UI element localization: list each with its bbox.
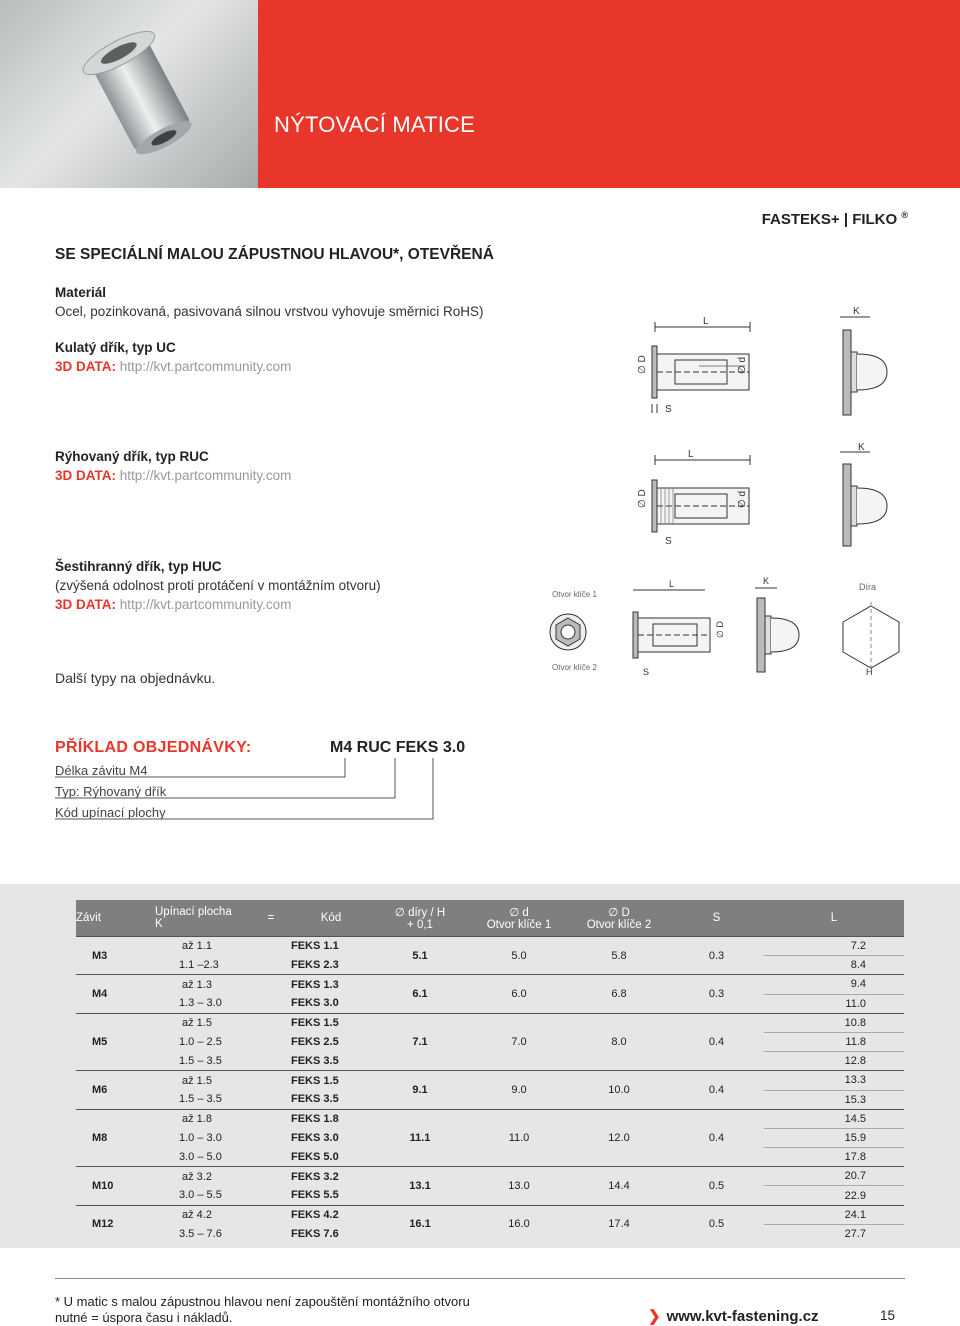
diagram-uc bbox=[615, 300, 915, 418]
cell-S: 0.4 bbox=[669, 1071, 764, 1109]
cell-S: 0.3 bbox=[669, 937, 764, 975]
material-label: Materiál bbox=[55, 285, 107, 300]
cell-D: 17.4 bbox=[569, 1205, 669, 1243]
cell-D: 8.0 bbox=[569, 1013, 669, 1071]
website-link[interactable] bbox=[648, 1307, 819, 1325]
table-header-cell bbox=[155, 900, 251, 937]
cell-code: FEKS 1.3 bbox=[291, 975, 371, 994]
3d-data-link[interactable]: http://kvt.partcommunity.com bbox=[119, 359, 292, 374]
dim-S: S bbox=[665, 404, 672, 415]
cell-d: 6.0 bbox=[469, 975, 569, 1013]
cell-S: 0.5 bbox=[669, 1205, 764, 1243]
cell-grip: 1.0 – 2.5 bbox=[179, 1036, 222, 1049]
3d-data-label: 3D DATA: bbox=[55, 359, 116, 374]
cell-thread: M6 bbox=[76, 1071, 155, 1109]
footnote-line-1: * U matic s malou zápustnou hlavou není zapouštění montážního otvoru bbox=[55, 1294, 470, 1309]
cell-spacer bbox=[251, 1128, 291, 1147]
cell-grip: 1.0 – 3.0 bbox=[179, 1131, 222, 1144]
cell-thread: M3 bbox=[76, 937, 155, 975]
table-header-cell bbox=[669, 900, 764, 937]
header-sublabel: K bbox=[155, 918, 163, 930]
cell-hole: 7.1 bbox=[371, 1013, 469, 1071]
table-row bbox=[76, 937, 904, 956]
cell-hole: 9.1 bbox=[371, 1071, 469, 1109]
order-line-thread: Délka závitu M4 bbox=[55, 763, 148, 778]
cell-thread: M10 bbox=[76, 1167, 155, 1205]
type-ruc-name: Rýhovaný dřík, typ RUC bbox=[55, 449, 209, 464]
website-text: www.kvt-fastening.cz bbox=[666, 1308, 819, 1325]
rivet-nut-photo bbox=[0, 0, 258, 188]
cell-d: 16.0 bbox=[469, 1205, 569, 1243]
table-row bbox=[76, 1167, 904, 1186]
header-sublabel: Otvor klíče 1 bbox=[486, 919, 552, 931]
cell-code: FEKS 3.2 bbox=[291, 1167, 371, 1186]
cell-code: FEKS 3.5 bbox=[291, 1054, 339, 1067]
diagram-huc bbox=[545, 572, 910, 682]
cell-hole: 13.1 bbox=[371, 1167, 469, 1205]
footnote bbox=[55, 1294, 655, 1326]
order-connector-lines bbox=[55, 758, 455, 822]
cell-grip: až 1.5 bbox=[155, 1071, 251, 1090]
header-label: Závit bbox=[76, 912, 101, 924]
cell-spacer bbox=[251, 1224, 291, 1243]
dim-d: ∅ d bbox=[737, 356, 748, 374]
cell-D: 14.4 bbox=[569, 1167, 669, 1205]
cell-code: FEKS 1.8 bbox=[291, 1109, 371, 1128]
cell-L: 12.8 bbox=[844, 1055, 866, 1068]
dim-D: ∅ D bbox=[715, 621, 725, 638]
cell-code: FEKS 5.5 bbox=[291, 1189, 339, 1202]
label-key2: Otvor klíče 2 bbox=[552, 663, 597, 672]
cell-spacer bbox=[251, 1167, 291, 1186]
chevron-right-icon: ❯ bbox=[648, 1308, 661, 1325]
table-header-cell bbox=[371, 900, 469, 937]
cell-grip: 3.0 – 5.5 bbox=[179, 1189, 222, 1202]
cell-D: 10.0 bbox=[569, 1071, 669, 1109]
cell-code: FEKS 5.0 bbox=[291, 1150, 339, 1163]
table-header-cell bbox=[569, 900, 669, 937]
type-uc-3d-data bbox=[55, 359, 291, 374]
cell-L: 8.4 bbox=[850, 959, 866, 972]
header-label: ∅ D bbox=[608, 907, 630, 919]
cell-code: FEKS 3.5 bbox=[291, 1093, 339, 1106]
cell-L: 27.7 bbox=[844, 1227, 866, 1240]
cell-grip: až 1.3 bbox=[155, 975, 251, 994]
header-sublabel: Otvor klíče 2 bbox=[586, 919, 652, 931]
cell-D: 12.0 bbox=[569, 1109, 669, 1167]
dim-H: H bbox=[866, 667, 873, 677]
dim-D: ∅ D bbox=[637, 355, 648, 374]
page-number: 15 bbox=[880, 1308, 896, 1323]
type-huc-name: Šestihranný dřík, typ HUC bbox=[55, 559, 222, 574]
header-label: S bbox=[712, 912, 721, 924]
cell-spacer bbox=[251, 1090, 291, 1109]
cell-spacer bbox=[251, 956, 291, 975]
table-row bbox=[76, 1205, 904, 1224]
spec-table bbox=[76, 900, 904, 1243]
cell-hole: 11.1 bbox=[371, 1109, 469, 1167]
cell-S: 0.4 bbox=[669, 1013, 764, 1071]
cell-spacer bbox=[251, 1032, 291, 1051]
cell-thread: M12 bbox=[76, 1205, 155, 1243]
cell-L: 15.9 bbox=[764, 1128, 904, 1147]
type-uc-name: Kulatý dřík, typ UC bbox=[55, 340, 176, 355]
cell-D: 6.8 bbox=[569, 975, 669, 1013]
brand-line bbox=[762, 210, 908, 228]
cell-L: 24.1 bbox=[764, 1205, 904, 1224]
cell-thread: M8 bbox=[76, 1109, 155, 1167]
table-header-cell bbox=[764, 900, 904, 937]
table-header-row bbox=[76, 900, 904, 937]
dim-D: ∅ D bbox=[637, 489, 648, 508]
table-row bbox=[76, 1071, 904, 1090]
3d-data-label: 3D DATA: bbox=[55, 468, 116, 483]
cell-d: 13.0 bbox=[469, 1167, 569, 1205]
cell-L: 15.3 bbox=[844, 1093, 866, 1106]
cell-spacer bbox=[251, 937, 291, 956]
cell-code: FEKS 3.0 bbox=[291, 1131, 339, 1144]
cell-grip: 1.3 – 3.0 bbox=[179, 997, 222, 1010]
cell-grip: až 1.5 bbox=[155, 1013, 251, 1032]
cell-thread: M5 bbox=[76, 1013, 155, 1071]
diagram-ruc bbox=[615, 440, 915, 550]
cell-L: 7.2 bbox=[764, 937, 904, 956]
table-header bbox=[76, 900, 904, 937]
cell-d: 9.0 bbox=[469, 1071, 569, 1109]
cell-L: 14.5 bbox=[764, 1109, 904, 1128]
cell-d: 5.0 bbox=[469, 937, 569, 975]
cell-spacer bbox=[251, 1205, 291, 1224]
cell-grip: 1.5 – 3.5 bbox=[179, 1093, 222, 1106]
cell-spacer bbox=[251, 975, 291, 994]
cell-code: FEKS 1.5 bbox=[291, 1013, 371, 1032]
type-huc-note: (zvýšená odolnost proti protáčení v montážním otvoru) bbox=[55, 578, 381, 593]
cell-grip: až 1.8 bbox=[155, 1109, 251, 1128]
cell-spacer bbox=[251, 994, 291, 1013]
dim-L: L bbox=[669, 579, 675, 589]
dim-K: K bbox=[858, 442, 865, 453]
order-line-type: Typ: Rýhovaný dřík bbox=[55, 784, 167, 799]
cell-grip: 1.5 – 3.5 bbox=[179, 1054, 222, 1067]
cell-L: 17.8 bbox=[844, 1151, 866, 1164]
section-title: SE SPECIÁLNÍ MALOU ZÁPUSTNOU HLAVOU*, OTEVŘENÁ bbox=[55, 246, 494, 263]
page-title: NÝTOVACÍ MATICE bbox=[274, 112, 476, 137]
table-header-cell bbox=[291, 900, 371, 937]
order-example-code: M4 RUC FEKS 3.0 bbox=[330, 739, 466, 756]
cell-L: 13.3 bbox=[764, 1071, 904, 1090]
cell-code: FEKS 3.0 bbox=[291, 997, 339, 1010]
header-sublabel: + 0,1 bbox=[407, 919, 433, 931]
table-row bbox=[76, 1109, 904, 1128]
table-row bbox=[76, 975, 904, 994]
table-header-cell bbox=[251, 900, 291, 937]
header-label: Upínací plocha bbox=[155, 906, 232, 918]
cell-code: FEKS 4.2 bbox=[291, 1205, 371, 1224]
cell-grip: až 4.2 bbox=[155, 1205, 251, 1224]
rivet-nut-illustration bbox=[0, 0, 258, 188]
cell-L: 9.4 bbox=[764, 975, 904, 994]
cell-hole: 16.1 bbox=[371, 1205, 469, 1243]
cell-grip: 3.0 – 5.0 bbox=[179, 1150, 222, 1163]
type-ruc-3d-data bbox=[55, 468, 291, 483]
table-body bbox=[76, 937, 904, 1244]
cell-hole: 6.1 bbox=[371, 975, 469, 1013]
cell-code: FEKS 1.1 bbox=[291, 937, 371, 956]
registered-mark: ® bbox=[901, 210, 908, 220]
dim-S: S bbox=[665, 536, 672, 547]
dim-K: K bbox=[853, 306, 860, 317]
3d-data-link[interactable]: http://kvt.partcommunity.com bbox=[119, 468, 292, 483]
table-header-cell bbox=[469, 900, 569, 937]
cell-hole: 5.1 bbox=[371, 937, 469, 975]
label-key1: Otvor klíče 1 bbox=[552, 590, 597, 599]
cell-spacer bbox=[251, 1052, 291, 1071]
cell-spacer bbox=[251, 1013, 291, 1032]
brand-text: FASTEKS+ | FILKO bbox=[761, 211, 898, 228]
dim-K: K bbox=[763, 576, 770, 586]
header-label: = bbox=[267, 912, 275, 924]
cell-L: 11.0 bbox=[845, 997, 866, 1010]
dim-d: ∅ d bbox=[737, 490, 748, 508]
3d-data-label: 3D DATA: bbox=[55, 597, 116, 612]
cell-spacer bbox=[251, 1109, 291, 1128]
3d-data-link[interactable]: http://kvt.partcommunity.com bbox=[119, 597, 292, 612]
order-line-grip: Kód upínací plochy bbox=[55, 805, 166, 820]
cell-code: FEKS 7.6 bbox=[291, 1227, 339, 1240]
cell-code: FEKS 2.3 bbox=[291, 959, 339, 972]
cell-spacer bbox=[251, 1148, 291, 1167]
cell-code: FEKS 1.5 bbox=[291, 1071, 371, 1090]
cell-grip: 3.5 – 7.6 bbox=[179, 1227, 222, 1240]
cell-thread: M4 bbox=[76, 975, 155, 1013]
cell-L: 11.8 bbox=[764, 1032, 904, 1051]
cell-spacer bbox=[251, 1186, 291, 1205]
cell-grip: až 3.2 bbox=[155, 1167, 251, 1186]
cell-L: 22.9 bbox=[844, 1189, 866, 1202]
order-example-title: PŘÍKLAD OBJEDNÁVKY: bbox=[55, 739, 252, 756]
more-types-note: Další typy na objednávku. bbox=[55, 670, 216, 686]
cell-L: 10.8 bbox=[764, 1013, 904, 1032]
cell-code: FEKS 2.5 bbox=[291, 1036, 339, 1049]
dim-L: L bbox=[688, 449, 694, 460]
cell-S: 0.5 bbox=[669, 1167, 764, 1205]
cell-S: 0.3 bbox=[669, 975, 764, 1013]
dim-L: L bbox=[703, 316, 709, 327]
label-hole: Díra bbox=[859, 582, 877, 592]
cell-grip: 1.1 –2.3 bbox=[179, 959, 219, 972]
cell-d: 7.0 bbox=[469, 1013, 569, 1071]
header-label: ∅ d bbox=[509, 907, 529, 919]
header-label: L bbox=[830, 912, 838, 924]
table-header-cell bbox=[76, 900, 155, 937]
cell-D: 5.8 bbox=[569, 937, 669, 975]
material-text: Ocel, pozinkovaná, pasivovaná silnou vrstvou vyhovuje směrnici RoHS) bbox=[55, 304, 484, 319]
header-label: ∅ díry / H bbox=[394, 907, 446, 919]
cell-spacer bbox=[251, 1071, 291, 1090]
table-row bbox=[76, 1013, 904, 1032]
cell-grip: až 1.1 bbox=[155, 937, 251, 956]
cell-d: 11.0 bbox=[469, 1109, 569, 1167]
dim-S: S bbox=[643, 667, 650, 677]
cell-S: 0.4 bbox=[669, 1109, 764, 1167]
cell-L: 20.7 bbox=[764, 1167, 904, 1186]
header-label: Kód bbox=[320, 912, 342, 924]
footnote-line-2: nutné = úspora času i nákladů. bbox=[55, 1310, 233, 1325]
footer-rule bbox=[55, 1278, 905, 1279]
type-huc-3d-data bbox=[55, 597, 291, 612]
